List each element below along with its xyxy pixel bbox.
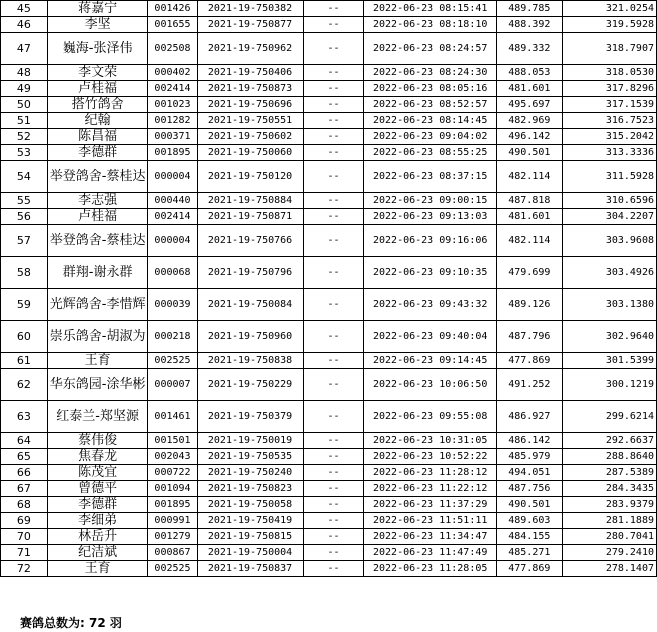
speed-cell: 304.2207 (562, 209, 656, 225)
note-cell: -- (303, 529, 364, 545)
speed-cell: 319.5928 (562, 17, 656, 33)
table-row (1, 257, 657, 289)
ring-number-cell: 2021-19-750535 (197, 449, 303, 465)
note-cell: -- (303, 97, 364, 113)
table-row (1, 33, 657, 65)
note-cell: -- (303, 289, 364, 321)
rank-cell: 59 (1, 289, 48, 321)
distance-cell: 484.155 (496, 529, 562, 545)
note-cell: -- (303, 193, 364, 209)
note-cell: -- (303, 497, 364, 513)
distance-cell: 486.142 (496, 433, 562, 449)
distance-cell: 485.979 (496, 449, 562, 465)
table-row (1, 161, 657, 193)
arrival-time-cell: 2022-06-23 11:28:12 (364, 465, 496, 481)
name-cell: 红泰兰-郑坚源 (47, 401, 148, 433)
ring-number-cell: 2021-19-750823 (197, 481, 303, 497)
note-cell: -- (303, 257, 364, 289)
note-cell: -- (303, 113, 364, 129)
member-code-cell: 002525 (148, 561, 197, 577)
ring-number-cell: 2021-19-750004 (197, 545, 303, 561)
table-row (1, 113, 657, 129)
member-code-cell: 001282 (148, 113, 197, 129)
speed-cell: 321.0254 (562, 1, 656, 17)
member-code-cell: 001655 (148, 17, 197, 33)
distance-cell: 477.869 (496, 353, 562, 369)
member-code-cell: 002414 (148, 81, 197, 97)
ring-number-cell: 2021-19-750962 (197, 33, 303, 65)
ring-number-cell: 2021-19-750382 (197, 1, 303, 17)
name-cell: 卢桂福 (47, 209, 148, 225)
distance-cell: 487.756 (496, 481, 562, 497)
ring-number-cell: 2021-19-750602 (197, 129, 303, 145)
name-cell: 王育 (47, 353, 148, 369)
member-code-cell: 001023 (148, 97, 197, 113)
arrival-time-cell: 2022-06-23 08:15:41 (364, 1, 496, 17)
table-row (1, 561, 657, 577)
speed-cell: 303.1380 (562, 289, 656, 321)
ring-number-cell: 2021-19-750379 (197, 401, 303, 433)
member-code-cell: 001895 (148, 497, 197, 513)
note-cell: -- (303, 81, 364, 97)
ring-number-cell: 2021-19-750019 (197, 433, 303, 449)
arrival-time-cell: 2022-06-23 11:22:12 (364, 481, 496, 497)
speed-cell: 283.9379 (562, 497, 656, 513)
speed-cell: 284.3435 (562, 481, 656, 497)
speed-cell: 292.6637 (562, 433, 656, 449)
rank-cell: 45 (1, 1, 48, 17)
arrival-time-cell: 2022-06-23 09:04:02 (364, 129, 496, 145)
member-code-cell: 002043 (148, 449, 197, 465)
note-cell: -- (303, 321, 364, 353)
member-code-cell: 000007 (148, 369, 197, 401)
ring-number-cell: 2021-19-750120 (197, 161, 303, 193)
rank-cell: 67 (1, 481, 48, 497)
arrival-time-cell: 2022-06-23 08:18:10 (364, 17, 496, 33)
rank-cell: 57 (1, 225, 48, 257)
member-code-cell: 001461 (148, 401, 197, 433)
distance-cell: 489.332 (496, 33, 562, 65)
name-cell: 华东鸽园-涂华彬 (47, 369, 148, 401)
distance-cell: 479.699 (496, 257, 562, 289)
table-row (1, 145, 657, 161)
note-cell: -- (303, 401, 364, 433)
table-row (1, 1, 657, 17)
distance-cell: 489.785 (496, 1, 562, 17)
arrival-time-cell: 2022-06-23 09:13:03 (364, 209, 496, 225)
arrival-time-cell: 2022-06-23 11:51:11 (364, 513, 496, 529)
speed-cell: 287.5389 (562, 465, 656, 481)
name-cell: 焦春龙 (47, 449, 148, 465)
arrival-time-cell: 2022-06-23 09:00:15 (364, 193, 496, 209)
table-row (1, 193, 657, 209)
table-row (1, 225, 657, 257)
member-code-cell: 000218 (148, 321, 197, 353)
rank-cell: 70 (1, 529, 48, 545)
rank-cell: 72 (1, 561, 48, 577)
rank-cell: 65 (1, 449, 48, 465)
arrival-time-cell: 2022-06-23 08:55:25 (364, 145, 496, 161)
arrival-time-cell: 2022-06-23 08:24:57 (364, 33, 496, 65)
note-cell: -- (303, 145, 364, 161)
member-code-cell: 001426 (148, 1, 197, 17)
table-row (1, 369, 657, 401)
rank-cell: 69 (1, 513, 48, 529)
name-cell: 李坚 (47, 17, 148, 33)
distance-cell: 489.126 (496, 289, 562, 321)
name-cell: 李德群 (47, 145, 148, 161)
speed-cell: 300.1219 (562, 369, 656, 401)
member-code-cell: 000004 (148, 225, 197, 257)
member-code-cell: 002508 (148, 33, 197, 65)
table-row (1, 497, 657, 513)
member-code-cell: 002525 (148, 353, 197, 369)
ring-number-cell: 2021-19-750815 (197, 529, 303, 545)
rank-cell: 63 (1, 401, 48, 433)
ring-number-cell: 2021-19-750229 (197, 369, 303, 401)
note-cell: -- (303, 209, 364, 225)
ring-number-cell: 2021-19-750884 (197, 193, 303, 209)
note-cell: -- (303, 481, 364, 497)
name-cell: 蒋嘉宁 (47, 1, 148, 17)
arrival-time-cell: 2022-06-23 11:34:47 (364, 529, 496, 545)
note-cell: -- (303, 353, 364, 369)
ring-number-cell: 2021-19-750419 (197, 513, 303, 529)
name-cell: 光辉鸽舍-李惜辉 (47, 289, 148, 321)
speed-cell: 303.9608 (562, 225, 656, 257)
table-row (1, 481, 657, 497)
table-row (1, 401, 657, 433)
member-code-cell: 000068 (148, 257, 197, 289)
rank-cell: 62 (1, 369, 48, 401)
arrival-time-cell: 2022-06-23 09:40:04 (364, 321, 496, 353)
table-row (1, 289, 657, 321)
ring-number-cell: 2021-19-750838 (197, 353, 303, 369)
table-row (1, 449, 657, 465)
table-row (1, 529, 657, 545)
rank-cell: 68 (1, 497, 48, 513)
total-count-label: 赛鸽总数为: (20, 616, 85, 630)
name-cell: 巍海-张泽伟 (47, 33, 148, 65)
arrival-time-cell: 2022-06-23 09:10:35 (364, 257, 496, 289)
speed-cell: 310.6596 (562, 193, 656, 209)
name-cell: 群翔-谢永群 (47, 257, 148, 289)
ring-number-cell: 2021-19-750240 (197, 465, 303, 481)
distance-cell: 495.697 (496, 97, 562, 113)
ring-number-cell: 2021-19-750696 (197, 97, 303, 113)
note-cell: -- (303, 1, 364, 17)
name-cell: 纪翰 (47, 113, 148, 129)
name-cell: 李志强 (47, 193, 148, 209)
arrival-time-cell: 2022-06-23 11:28:05 (364, 561, 496, 577)
distance-cell: 486.927 (496, 401, 562, 433)
total-count-unit: 羽 (109, 616, 122, 630)
member-code-cell: 000991 (148, 513, 197, 529)
rank-cell: 61 (1, 353, 48, 369)
note-cell: -- (303, 17, 364, 33)
ring-number-cell: 2021-19-750873 (197, 81, 303, 97)
name-cell: 卢桂福 (47, 81, 148, 97)
table-row (1, 545, 657, 561)
name-cell: 王育 (47, 561, 148, 577)
note-cell: -- (303, 369, 364, 401)
speed-cell: 281.1889 (562, 513, 656, 529)
rank-cell: 51 (1, 113, 48, 129)
member-code-cell: 001895 (148, 145, 197, 161)
speed-cell: 299.6214 (562, 401, 656, 433)
speed-cell: 280.7041 (562, 529, 656, 545)
speed-cell: 278.1407 (562, 561, 656, 577)
rank-cell: 50 (1, 97, 48, 113)
distance-cell: 482.969 (496, 113, 562, 129)
member-code-cell: 000402 (148, 65, 197, 81)
ring-number-cell: 2021-19-750960 (197, 321, 303, 353)
speed-cell: 302.9640 (562, 321, 656, 353)
distance-cell: 487.818 (496, 193, 562, 209)
rank-cell: 47 (1, 33, 48, 65)
name-cell: 崇乐鸽舍-胡淑为 (47, 321, 148, 353)
rank-cell: 71 (1, 545, 48, 561)
name-cell: 纪洁斌 (47, 545, 148, 561)
note-cell: -- (303, 129, 364, 145)
table-row (1, 209, 657, 225)
rank-cell: 53 (1, 145, 48, 161)
ring-number-cell: 2021-19-750058 (197, 497, 303, 513)
name-cell: 举登鸽舍-蔡桂达 (47, 225, 148, 257)
distance-cell: 490.501 (496, 497, 562, 513)
arrival-time-cell: 2022-06-23 08:24:30 (364, 65, 496, 81)
ring-number-cell: 2021-19-750060 (197, 145, 303, 161)
name-cell: 陈昌福 (47, 129, 148, 145)
note-cell: -- (303, 433, 364, 449)
table-row (1, 129, 657, 145)
ring-number-cell: 2021-19-750406 (197, 65, 303, 81)
arrival-time-cell: 2022-06-23 11:37:29 (364, 497, 496, 513)
speed-cell: 303.4926 (562, 257, 656, 289)
name-cell: 举登鸽舍-蔡桂达 (47, 161, 148, 193)
note-cell: -- (303, 161, 364, 193)
arrival-time-cell: 2022-06-23 08:52:57 (364, 97, 496, 113)
table-row (1, 513, 657, 529)
arrival-time-cell: 2022-06-23 09:14:45 (364, 353, 496, 369)
distance-cell: 482.114 (496, 161, 562, 193)
arrival-time-cell: 2022-06-23 10:31:05 (364, 433, 496, 449)
table-row (1, 433, 657, 449)
speed-cell: 279.2410 (562, 545, 656, 561)
rank-cell: 49 (1, 81, 48, 97)
name-cell: 蔡伟俊 (47, 433, 148, 449)
rank-cell: 54 (1, 161, 48, 193)
speed-cell: 317.1539 (562, 97, 656, 113)
name-cell: 林岳升 (47, 529, 148, 545)
name-cell: 李德群 (47, 497, 148, 513)
speed-cell: 316.7523 (562, 113, 656, 129)
rank-cell: 48 (1, 65, 48, 81)
ring-number-cell: 2021-19-750837 (197, 561, 303, 577)
distance-cell: 482.114 (496, 225, 562, 257)
table-row (1, 81, 657, 97)
member-code-cell: 001501 (148, 433, 197, 449)
member-code-cell: 000039 (148, 289, 197, 321)
member-code-cell: 001279 (148, 529, 197, 545)
speed-cell: 288.8640 (562, 449, 656, 465)
rank-cell: 46 (1, 17, 48, 33)
distance-cell: 481.601 (496, 209, 562, 225)
member-code-cell: 000004 (148, 161, 197, 193)
table-row (1, 65, 657, 81)
ring-number-cell: 2021-19-750084 (197, 289, 303, 321)
note-cell: -- (303, 545, 364, 561)
rank-cell: 58 (1, 257, 48, 289)
table-row (1, 465, 657, 481)
name-cell: 陈茂宜 (47, 465, 148, 481)
arrival-time-cell: 2022-06-23 10:52:22 (364, 449, 496, 465)
distance-cell: 481.601 (496, 81, 562, 97)
note-cell: -- (303, 65, 364, 81)
table-row (1, 17, 657, 33)
distance-cell: 490.501 (496, 145, 562, 161)
member-code-cell: 001094 (148, 481, 197, 497)
note-cell: -- (303, 225, 364, 257)
distance-cell: 491.252 (496, 369, 562, 401)
arrival-time-cell: 2022-06-23 11:47:49 (364, 545, 496, 561)
arrival-time-cell: 2022-06-23 08:37:15 (364, 161, 496, 193)
rank-cell: 52 (1, 129, 48, 145)
member-code-cell: 000722 (148, 465, 197, 481)
name-cell: 李细弟 (47, 513, 148, 529)
name-cell: 李文荣 (47, 65, 148, 81)
speed-cell: 318.7907 (562, 33, 656, 65)
distance-cell: 494.051 (496, 465, 562, 481)
member-code-cell: 000867 (148, 545, 197, 561)
rank-cell: 66 (1, 465, 48, 481)
arrival-time-cell: 2022-06-23 08:14:45 (364, 113, 496, 129)
distance-cell: 477.869 (496, 561, 562, 577)
speed-cell: 313.3336 (562, 145, 656, 161)
distance-cell: 489.603 (496, 513, 562, 529)
rank-cell: 55 (1, 193, 48, 209)
name-cell: 搭竹鸽舍 (47, 97, 148, 113)
rank-cell: 56 (1, 209, 48, 225)
arrival-time-cell: 2022-06-23 10:06:50 (364, 369, 496, 401)
arrival-time-cell: 2022-06-23 09:16:06 (364, 225, 496, 257)
note-cell: -- (303, 449, 364, 465)
distance-cell: 496.142 (496, 129, 562, 145)
distance-cell: 488.392 (496, 17, 562, 33)
member-code-cell: 000371 (148, 129, 197, 145)
table-row (1, 97, 657, 113)
ring-number-cell: 2021-19-750766 (197, 225, 303, 257)
table-row (1, 321, 657, 353)
member-code-cell: 000440 (148, 193, 197, 209)
arrival-time-cell: 2022-06-23 09:43:32 (364, 289, 496, 321)
speed-cell: 318.0530 (562, 65, 656, 81)
speed-cell: 315.2042 (562, 129, 656, 145)
ring-number-cell: 2021-19-750551 (197, 113, 303, 129)
note-cell: -- (303, 513, 364, 529)
table-row (1, 353, 657, 369)
ring-number-cell: 2021-19-750877 (197, 17, 303, 33)
distance-cell: 485.271 (496, 545, 562, 561)
distance-cell: 488.053 (496, 65, 562, 81)
speed-cell: 317.8296 (562, 81, 656, 97)
note-cell: -- (303, 33, 364, 65)
arrival-time-cell: 2022-06-23 08:05:16 (364, 81, 496, 97)
member-code-cell: 002414 (148, 209, 197, 225)
ring-number-cell: 2021-19-750796 (197, 257, 303, 289)
name-cell: 曾德平 (47, 481, 148, 497)
total-count-footer (20, 614, 122, 631)
note-cell: -- (303, 465, 364, 481)
distance-cell: 487.796 (496, 321, 562, 353)
speed-cell: 311.5928 (562, 161, 656, 193)
arrival-time-cell: 2022-06-23 09:55:08 (364, 401, 496, 433)
note-cell: -- (303, 561, 364, 577)
speed-cell: 301.5399 (562, 353, 656, 369)
rank-cell: 60 (1, 321, 48, 353)
ring-number-cell: 2021-19-750871 (197, 209, 303, 225)
total-count-value: 72 (89, 616, 106, 630)
rank-cell: 64 (1, 433, 48, 449)
